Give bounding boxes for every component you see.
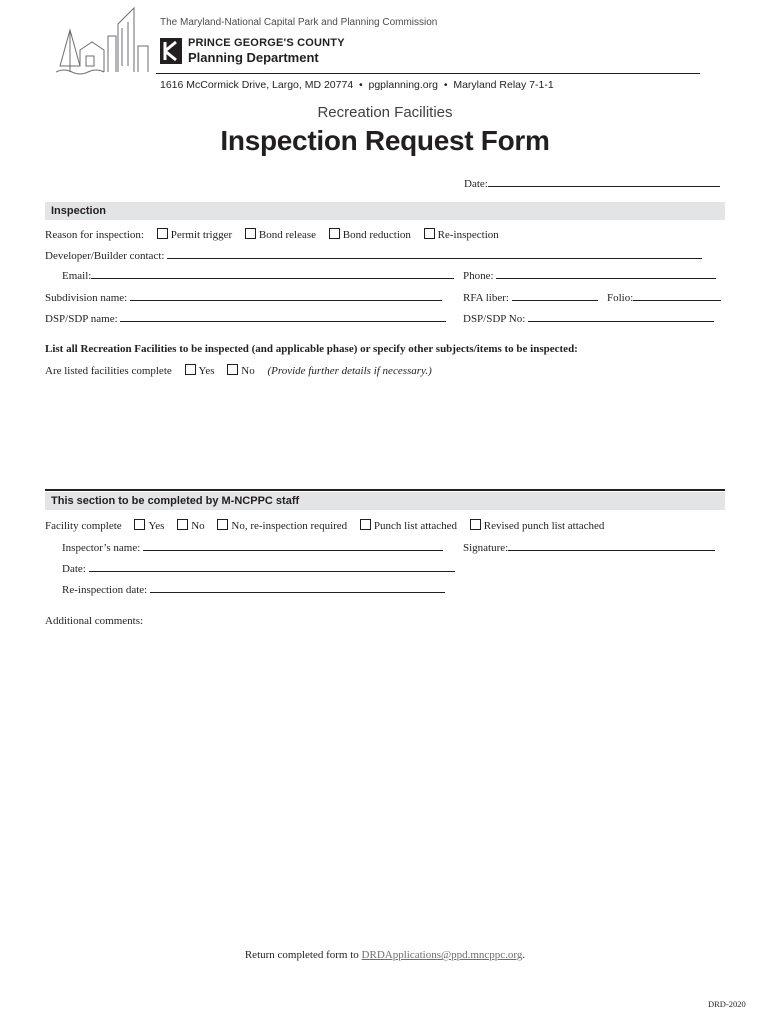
staff-section-header: This section to be completed by M-NCPPC staff [45, 492, 725, 510]
complete-question-row [45, 364, 432, 378]
punch-list-checkbox[interactable]: Punch list attached [360, 520, 457, 532]
developer-label: Developer/Builder contact: [45, 250, 165, 262]
department-name: Planning Department [188, 50, 319, 65]
email-field[interactable] [62, 268, 454, 282]
form-code: DRD-2020 [708, 999, 746, 1009]
dsp-name-label: DSP/SDP name: [45, 313, 118, 325]
facility-yes-checkbox[interactable]: Yes [134, 520, 164, 532]
dsp-name-field[interactable] [45, 311, 446, 325]
folio-label: Folio: [607, 292, 634, 304]
dsp-no-field[interactable] [463, 311, 714, 325]
inspector-name-label: Inspector’s name: [62, 542, 141, 554]
complete-yes-checkbox[interactable]: Yes [185, 365, 215, 377]
folio-field[interactable] [607, 290, 721, 304]
return-instruction: Return completed form to DRDApplications@ppd.mncppc.org. [244, 949, 526, 961]
phone-label: Phone: [463, 270, 494, 282]
bond-reduction-checkbox[interactable]: Bond reduction [329, 229, 411, 241]
return-text: Return completed form to [244, 949, 362, 961]
inspection-section-header: Inspection [45, 202, 725, 220]
signature-field[interactable] [463, 540, 715, 554]
staff-date-label: Date: [62, 563, 86, 575]
email-label: Email: [62, 270, 92, 282]
reason-row [45, 228, 499, 242]
county-name: PRINCE GEORGE'S COUNTY [188, 37, 345, 49]
subdivision-label: Subdivision name: [45, 292, 128, 304]
complete-no-checkbox[interactable]: No [227, 365, 254, 377]
date-field[interactable] [464, 176, 720, 190]
additional-comments-area[interactable] [45, 632, 725, 932]
complete-note: (Provide further details if necessary.) [267, 365, 432, 377]
complete-question-label: Are listed facilities complete [45, 365, 172, 377]
rfa-liber-field[interactable] [463, 290, 598, 304]
signature-label: Signature: [463, 542, 509, 554]
skyline-logo-icon [56, 6, 156, 78]
facility-complete-label: Facility complete [45, 520, 122, 532]
phone-field[interactable] [463, 268, 716, 282]
facility-no-reinspection-checkbox[interactable]: No, re-inspection required [217, 520, 347, 532]
subdivision-field[interactable] [45, 290, 442, 304]
revised-punch-list-checkbox[interactable]: Revised punch list attached [470, 520, 605, 532]
facility-complete-row [45, 519, 604, 533]
developer-field[interactable] [45, 248, 702, 262]
additional-comments-label: Additional comments: [45, 615, 144, 627]
commission-name: The Maryland-National Capital Park and Planning Commission [160, 17, 438, 28]
county-flag-icon [160, 38, 182, 64]
return-email-link[interactable]: DRDApplications@ppd.mncppc.org [361, 949, 523, 961]
form-subtitle: Recreation Facilities [317, 104, 453, 121]
header-divider [156, 73, 700, 74]
list-instruction: List all Recreation Facilities to be inspected (and applicable phase) or specify other subjects/items to be inspected: [45, 343, 578, 355]
date-label: Date: [464, 178, 488, 190]
reinspection-date-label: Re-inspection date: [62, 584, 148, 596]
staff-section-rule [45, 489, 725, 491]
address-line: 1616 McCormick Drive, Largo, MD 20774 • pgplanning.org • Maryland Relay 7-1-1 [160, 79, 554, 91]
facilities-details-area[interactable] [45, 382, 725, 482]
permit-trigger-checkbox[interactable]: Permit trigger [157, 229, 232, 241]
form-title: Inspection Request Form [220, 125, 550, 156]
dsp-no-label: DSP/SDP No: [463, 313, 526, 325]
staff-date-field[interactable] [62, 561, 455, 575]
facility-no-checkbox[interactable]: No [177, 520, 204, 532]
reinspection-checkbox[interactable]: Re-inspection [424, 229, 499, 241]
bond-release-checkbox[interactable]: Bond release [245, 229, 316, 241]
reason-label: Reason for inspection: [45, 229, 144, 241]
reinspection-date-field[interactable] [62, 582, 445, 596]
rfa-liber-label: RFA liber: [463, 292, 509, 304]
inspector-name-field[interactable] [62, 540, 443, 554]
